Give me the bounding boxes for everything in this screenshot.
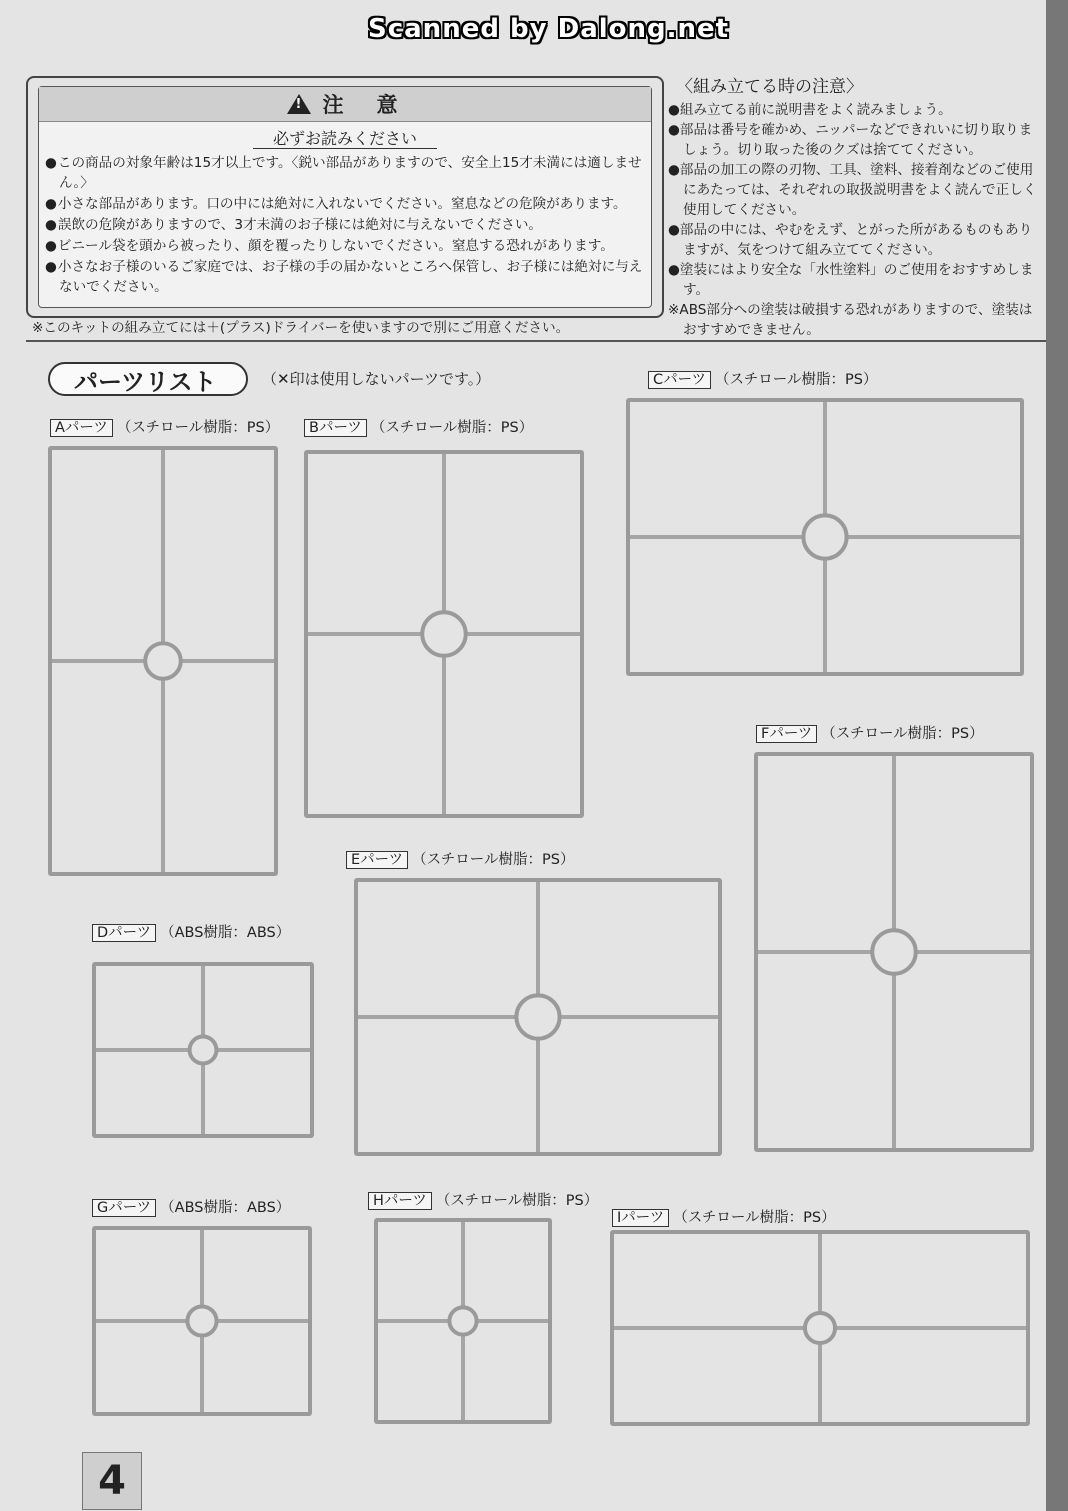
runner-gates xyxy=(758,756,1030,1148)
assembly-notes xyxy=(668,72,1038,340)
runner-label-h: Hパーツ （スチロール樹脂：PS） xyxy=(368,1189,598,1210)
runner-hub xyxy=(449,1307,476,1334)
parts-list-note: （✕印は使用しないパーツです。） xyxy=(262,370,491,388)
runner-b-illustration xyxy=(304,450,584,818)
section-divider xyxy=(26,340,1046,342)
runner-hub xyxy=(872,930,916,974)
runner-f-illustration xyxy=(754,752,1034,1152)
runner-e-illustration xyxy=(354,878,722,1156)
runner-g-illustration xyxy=(92,1226,312,1416)
caution-item: ● 誤飲の危険がありますので、3才未満のお子様には絶対に与えないでください。 xyxy=(45,215,645,235)
runner-gates xyxy=(96,966,310,1134)
runner-hub xyxy=(190,1037,217,1064)
parts-list-title: パーツリスト xyxy=(48,362,248,396)
runner-hub xyxy=(805,1313,835,1343)
runner-label-b: Bパーツ （スチロール樹脂：PS） xyxy=(304,416,533,437)
runner-gates xyxy=(614,1234,1026,1422)
caution-inner xyxy=(38,86,652,308)
runner-gates xyxy=(358,882,718,1152)
assembly-item: ●塗装にはより安全な「水性塗料」のご使用をおすすめします。 xyxy=(668,262,1034,298)
runner-label-e: Eパーツ （スチロール樹脂：PS） xyxy=(346,848,574,869)
runner-label-i: Iパーツ （スチロール樹脂：PS） xyxy=(612,1206,836,1227)
runner-hub xyxy=(516,995,559,1038)
caution-item: ● ビニール袋を頭から被ったり、顔を覆ったりしないでください。窒息する恐れがあります。 xyxy=(45,236,645,256)
runner-d-illustration xyxy=(92,962,314,1138)
runner-label-f: Fパーツ （スチロール樹脂：PS） xyxy=(756,722,984,743)
runner-h-illustration xyxy=(374,1218,552,1424)
runner-gates xyxy=(52,450,274,872)
caution-subtitle: 必ずお読みください xyxy=(39,126,651,149)
runner-hub xyxy=(803,515,846,558)
runner-gates xyxy=(378,1222,548,1420)
page-edge-bar xyxy=(1046,0,1068,1511)
runner-hub xyxy=(422,612,466,656)
caution-item: ● 小さなお子様のいるご家庭では、お子様の手の届かないところへ保管し、お子様には絶対に与えないでください。 xyxy=(45,257,645,297)
assembly-item: ●部品は番号を確かめ、ニッパーなどできれいに切り取りましょう。切り取った後のクズは捨ててください。 xyxy=(668,122,1033,158)
caution-box xyxy=(26,76,664,318)
caution-item: ● この商品の対象年齢は15才以上です。〈鋭い部品がありますので、安全上15才未満には適しません。〉 xyxy=(45,153,645,193)
assembly-item: ●部品の加工の際の刃物、工具、塗料、接着剤などのご使用にあたっては、それぞれの取扱説明書をよく読んで正しく使用してください。 xyxy=(668,162,1037,218)
page-number: 4 xyxy=(82,1452,142,1510)
runner-label-c: Cパーツ （スチロール樹脂：PS） xyxy=(648,368,877,389)
scan-watermark: Scanned by Dalong.net xyxy=(368,14,730,44)
warning-icon xyxy=(287,94,311,114)
runner-label-g: Gパーツ （ABS樹脂：ABS） xyxy=(92,1196,290,1217)
assembly-item: ●部品の中には、やむをえず、とがった所があるものもありますが、気をつけて組み立ててください。 xyxy=(668,222,1033,258)
caution-title: 注 意 xyxy=(322,93,404,117)
runner-c-illustration xyxy=(626,398,1024,676)
runner-label-a: Aパーツ （スチロール樹脂：PS） xyxy=(50,416,279,437)
unused-mark: ✕ xyxy=(277,370,290,388)
runner-hub xyxy=(145,643,181,679)
assembly-title: 〈組み立てる時の注意〉 xyxy=(676,77,863,97)
assembly-item: ●組み立てる前に説明書をよく読みましょう。 xyxy=(668,102,952,118)
assembly-item: ※ABS部分への塗装は破損する恐れがありますので、塗装はおすすめできません。 xyxy=(668,302,1033,338)
screwdriver-note: ※このキットの組み立てには＋(プラス)ドライバーを使いますので別にご用意ください。 xyxy=(32,320,570,336)
runner-gates xyxy=(630,402,1020,672)
runner-hub xyxy=(187,1306,216,1335)
runner-gates xyxy=(308,454,580,814)
runner-i-illustration xyxy=(610,1230,1030,1426)
caution-header xyxy=(39,87,651,122)
runner-label-d: Dパーツ （ABS樹脂：ABS） xyxy=(92,921,290,942)
runner-a-illustration xyxy=(48,446,278,876)
caution-item: ● 小さな部品があります。口の中には絶対に入れないでください。窒息などの危険があります。 xyxy=(45,194,645,214)
runner-gates xyxy=(96,1230,308,1412)
